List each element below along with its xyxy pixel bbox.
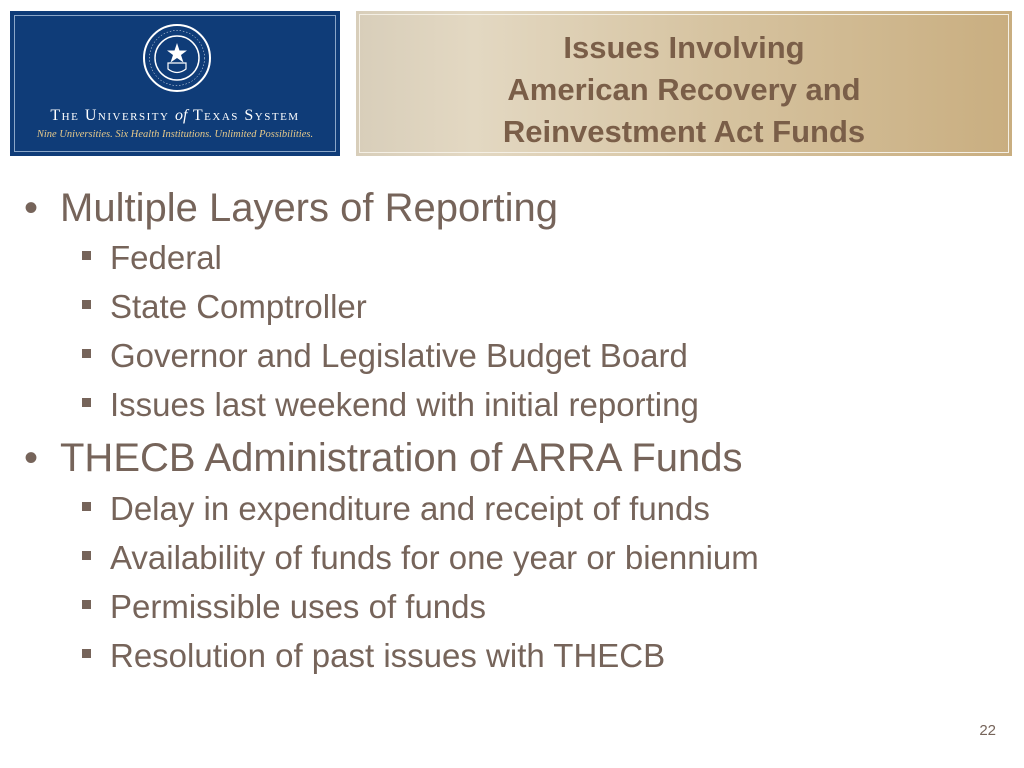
sub-bullet-text: Issues last weekend with initial reporting: [110, 386, 699, 423]
square-bullet-icon: [82, 551, 91, 560]
square-bullet-icon: [82, 600, 91, 609]
sub-bullet-item: [82, 239, 222, 277]
sub-bullet-text: Availability of funds for one year or biennium: [110, 539, 759, 576]
slide-title: [356, 27, 1012, 153]
logo-name-suffix: Texas System: [192, 107, 300, 124]
logo-tagline: Nine Universities. Six Health Institutions. Unlimited Possibilities.: [36, 129, 314, 140]
logo-name-prefix: The University: [50, 107, 170, 124]
sub-bullet-item: [82, 588, 486, 626]
sub-bullet-item: [82, 637, 665, 675]
sub-bullet-text: Federal: [110, 239, 222, 276]
sub-bullet-item: [82, 288, 367, 326]
bullet-item: [24, 186, 558, 231]
slide-title-box: [356, 11, 1012, 156]
sub-bullet-text: Governor and Legislative Budget Board: [110, 337, 688, 374]
square-bullet-icon: [82, 502, 91, 511]
logo-name-of: of: [174, 107, 188, 124]
page-number: 22: [979, 722, 996, 739]
sub-bullet-text: Resolution of past issues with THECB: [110, 637, 666, 674]
square-bullet-icon: [82, 251, 91, 260]
sub-bullet-text: Delay in expenditure and receipt of funds: [110, 490, 710, 527]
bullet-text: THECB Administration of ARRA Funds: [60, 436, 743, 480]
bullet-item: [24, 436, 743, 481]
square-bullet-icon: [82, 649, 91, 658]
square-bullet-icon: [82, 398, 91, 407]
square-bullet-icon: [82, 300, 91, 309]
sub-bullet-text: State Comptroller: [110, 288, 367, 325]
title-line-1: Issues Involving: [563, 30, 805, 65]
university-logo: [10, 11, 340, 156]
sub-bullet-item: [82, 490, 710, 528]
bullet-marker: •: [24, 436, 39, 480]
bullet-marker: •: [24, 186, 39, 230]
logo-wordmark: [10, 107, 340, 125]
sub-bullet-text: Permissible uses of funds: [110, 588, 487, 625]
sub-bullet-item: [82, 539, 759, 577]
square-bullet-icon: [82, 349, 91, 358]
bullet-text: Multiple Layers of Reporting: [60, 186, 559, 230]
sub-bullet-item: [82, 337, 688, 375]
title-line-2: American Recovery and: [507, 72, 861, 107]
sub-bullet-item: [82, 386, 699, 424]
title-line-3: Reinvestment Act Funds: [502, 114, 866, 149]
university-seal-icon: [142, 23, 212, 93]
